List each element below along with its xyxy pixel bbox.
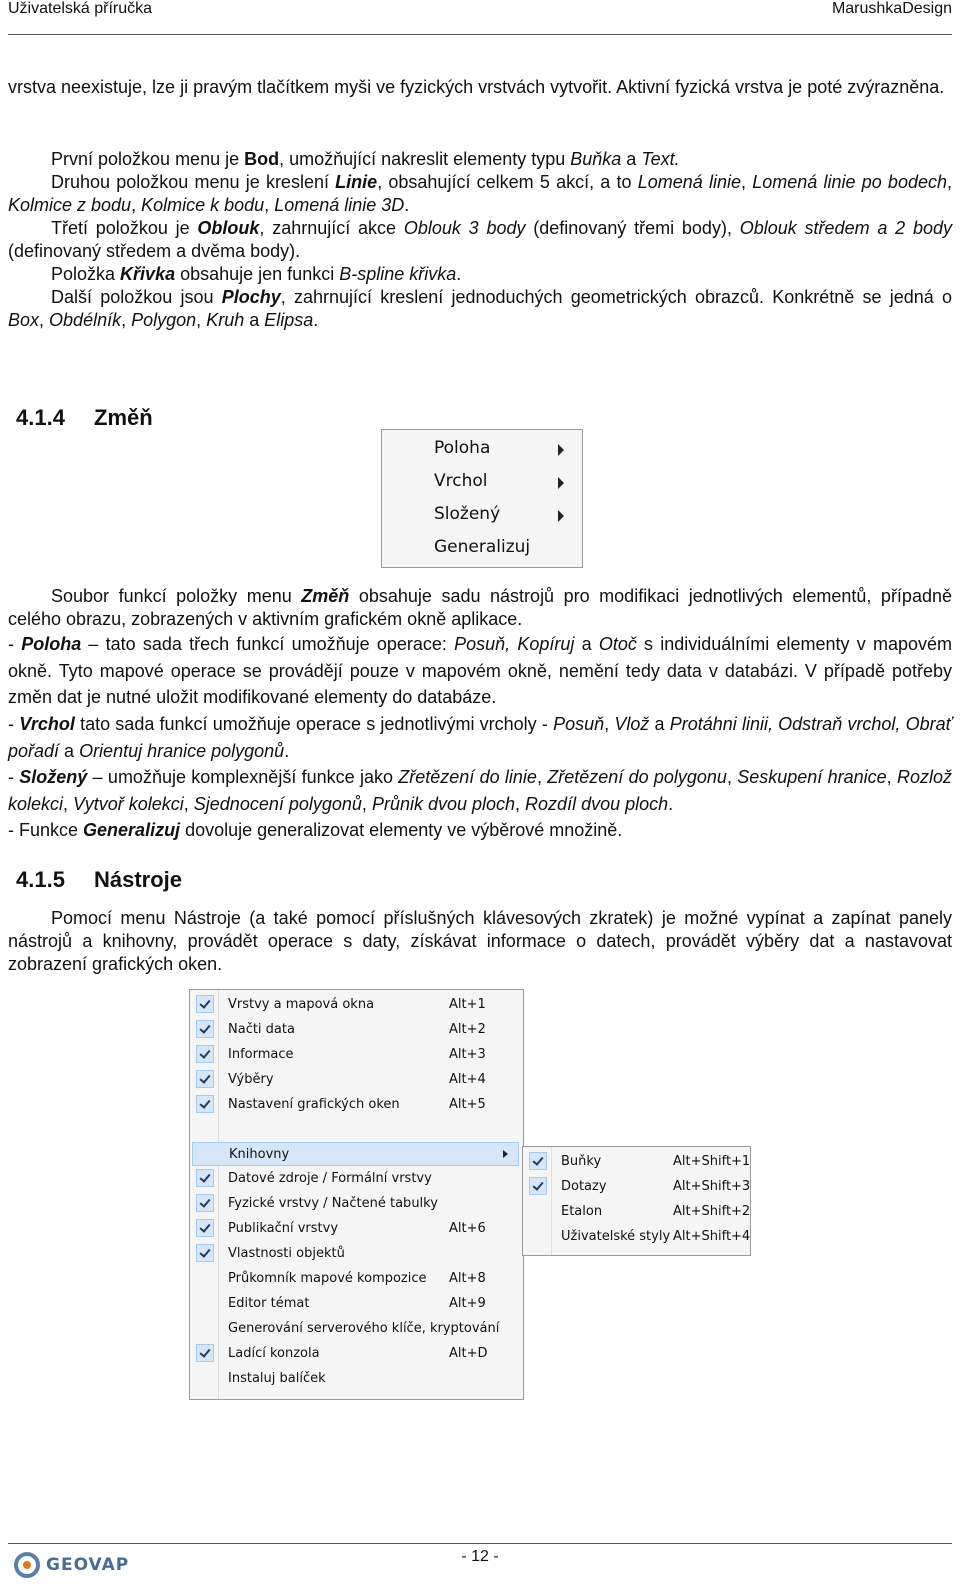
zmen-paragraph-poloha: - Poloha – tato sada třech funkcí umožňuje operace: Posuň, Kopíruj a Otoč s individuálními elementy v mapovém okně. Tyto mapové operace se provádějí pouze v mapovém okně, nemění tedy data v databázi. V případě potřeby změn dat je nutné uložit modifikované elementy do databáze. [8,634,952,707]
menu-item-label: Publikační vrstvy [228,1221,339,1236]
menu-item-generalizuj[interactable]: Generalizuj [434,537,531,557]
zmen-paragraph-slozeny: - Složený – umožňuje komplexnější funkce jako Zřetězení do linie, Zřetězení do polygonu, Seskupení hranice, Rozlož kolekci, Vytvoř kolekci, Sjednocení polygonů, Průnik dvou ploch, Rozdíl dvou ploch. [8,767,952,814]
nastroje-paragraph: Pomocí menu Nástroje (a také pomocí příslušných klávesových zkratek) je možné vypínat a zapínat panely nástrojů a knihovny, provádět operace s daty, získávat informace o datech, provádět výběry dat a nastavovat zobrazení grafických oken. [8,908,952,974]
menu-item-datove-zdroje[interactable] [192,1167,519,1191]
page-footer [8,1543,952,1588]
submenu-item-dotazy[interactable] [525,1175,751,1199]
menu-item-shortcut: Alt+D [449,1346,488,1361]
submenu-arrow-icon [558,510,564,522]
check-icon [196,1045,214,1063]
submenu-item-shortcut: Alt+Shift+1 [673,1154,751,1169]
menu-item-editor-temat[interactable] [192,1292,519,1316]
intro-paragraph-5: Položka Křivka obsahuje jen funkci B-spline křivka. [51,264,462,284]
menu-item-shortcut: Alt+1 [449,997,486,1012]
page-header [8,0,952,35]
submenu-item-label: Dotazy [561,1179,607,1194]
check-icon [529,1152,547,1170]
menu-item-label: Instaluj balíček [228,1371,326,1386]
intro-paragraph-1: vrstva neexistuje, lze ji pravým tlačítkem myši ve fyzických vrstvách vytvořit. Aktivní fyzická vrstva je poté zvýrazněna. [8,77,945,97]
menu-item-shortcut: Alt+6 [449,1221,486,1236]
menu-item-label: Nastavení grafických oken [228,1097,400,1112]
menu-item-shortcut: Alt+4 [449,1072,486,1087]
page-number: - 12 - [461,1548,499,1565]
submenu-item-label: Uživatelské styly [561,1229,671,1244]
menu-item-vrstvy[interactable] [192,993,519,1017]
menu-item-shortcut: Alt+8 [449,1271,486,1286]
submenu-item-uzivatelske-styly[interactable] [525,1225,751,1249]
menu-item-label: Editor témat [228,1296,310,1311]
menu-item-ladici-konzola[interactable] [192,1342,519,1366]
menu-item-poloha[interactable]: Poloha [434,438,491,458]
check-icon [196,1219,214,1237]
intro-paragraph-4: Třetí položkou je Oblouk, zahrnující akce Oblouk 3 body (definovaný třemi body), Oblouk středem a 2 body (definovaný středem a dvěma body). [8,218,952,261]
menu-item-label: Ladící konzola [228,1346,320,1361]
submenu-item-label: Buňky [561,1154,602,1169]
check-icon [196,1020,214,1038]
intro-paragraph-6: Další položkou jsou Plochy, zahrnující kreslení jednoduchých geometrických obrazců. Konkrétně se jedná o Box, Obdélník, Polygon, Kruh a Elipsa. [8,287,952,330]
check-icon [196,1344,214,1362]
menu-item-shortcut: Alt+3 [449,1047,486,1062]
menu-item-label: Datové zdroje / Formální vrstvy [228,1171,432,1186]
menu-item-nastaveni-oken[interactable] [192,1093,519,1117]
menu-item-shortcut: Alt+9 [449,1296,486,1311]
check-icon [196,1194,214,1212]
submenu-arrow-icon [558,477,564,489]
check-icon [196,1095,214,1113]
section-heading-zmen: 4.1.4 Změň [16,405,153,430]
menu-item-instaluj-balicek[interactable] [192,1367,519,1391]
menu-item-label: Načti data [228,1022,295,1037]
zmen-paragraph-vrchol: - Vrchol tato sada funkcí umožňuje operace s jednotlivými vrcholy - Posuň, Vlož a Protáhni linii, Odstraň vrchol, Obrať pořadí a Orientuj hranice polygonů. [8,714,952,761]
menu-item-shortcut: Alt+5 [449,1097,486,1112]
submenu-item-etalon[interactable] [525,1200,751,1224]
menu-item-label: Průkomník mapové kompozice [228,1271,427,1286]
zmen-paragraph-1: Soubor funkcí položky menu Změň obsahuje sadu nástrojů pro modifikaci jednotlivých elementů, případně celého obrazu, zobrazených v aktivním grafickém okně aplikace. [8,586,952,629]
menu-item-publikacni-vrstvy[interactable] [192,1217,519,1241]
menu-item-label: Fyzické vrstvy / Načtené tabulky [228,1196,438,1211]
menu-item-shortcut: Alt+2 [449,1022,486,1037]
submenu-arrow-icon [558,444,564,456]
check-icon [196,995,214,1013]
zmen-menu [381,429,583,568]
menu-item-vybery[interactable] [192,1068,519,1092]
check-icon [529,1177,547,1195]
menu-item-pruzkumnik[interactable] [192,1267,519,1291]
menu-item-fyzicke-vrstvy[interactable] [192,1192,519,1216]
section-heading-nastroje: 4.1.5 Nástroje [16,867,183,892]
tools-menu [189,989,524,1400]
check-icon [196,1244,214,1262]
menu-item-slozeny[interactable]: Složený [434,504,501,524]
submenu-item-shortcut: Alt+Shift+4 [673,1229,751,1244]
check-icon [196,1169,214,1187]
header-title: Uživatelská příručka [8,0,153,17]
zmen-paragraph-generalizuj: - Funkce Generalizuj dovoluje generalizovat elementy ve výběrové množině. [8,820,623,840]
intro-paragraph-2: První položkou menu je Bod, umožňující nakreslit elementy typu Buňka a Text. [51,149,680,169]
menu-item-informace[interactable] [192,1043,519,1067]
submenu-item-shortcut: Alt+Shift+2 [673,1204,751,1219]
menu-item-label: Vlastnosti objektů [228,1246,345,1261]
menu-item-label: Informace [228,1047,294,1062]
submenu-arrow-icon [503,1150,508,1158]
menu-item-vlastnosti-objektu[interactable] [192,1242,519,1266]
knihovny-submenu [522,1146,751,1256]
menu-item-label: Výběry [228,1072,274,1087]
logo-text: GEOVAP [46,1555,130,1575]
menu-item-vrchol[interactable]: Vrchol [434,471,488,491]
menu-item-label: Knihovny [229,1147,290,1162]
menu-item-nacti-data[interactable] [192,1018,519,1042]
menu-item-label: Vrstvy a mapová okna [228,997,375,1012]
header-app: MarushkaDesign [831,0,952,17]
menu-item-generovani-klice[interactable] [192,1317,519,1341]
submenu-item-label: Etalon [561,1204,603,1219]
menu-item-label: Generování serverového klíče, kryptování [228,1321,500,1336]
menu-item-knihovny[interactable] [192,1142,519,1166]
check-icon [196,1070,214,1088]
intro-paragraph-3: Druhou položkou menu je kreslení Linie, obsahující celkem 5 akcí, a to Lomená linie, Lomená linie po bodech, Kolmice z bodu, Kolmice k bodu, Lomená linie 3D. [8,172,953,215]
submenu-item-bunky[interactable] [525,1150,751,1174]
submenu-item-shortcut: Alt+Shift+3 [673,1179,751,1194]
